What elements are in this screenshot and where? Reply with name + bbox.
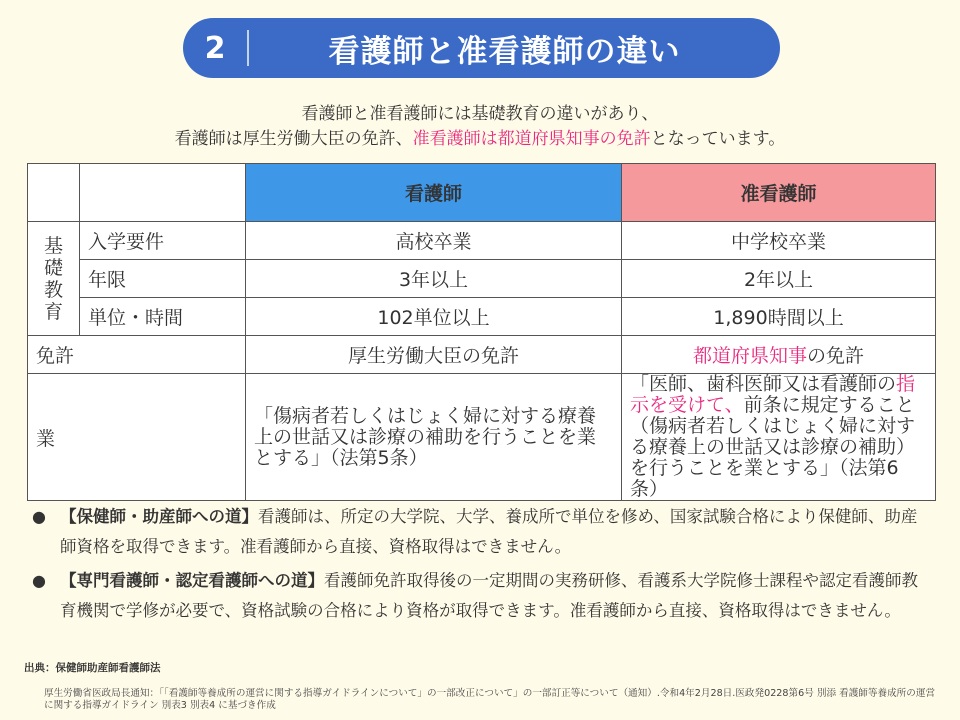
bullet-list <box>32 502 932 626</box>
work-nurse: 「傷病者若しくはじょく婦に対する療養上の世話又は診療の補助を行うことを業とする」（法第5条） <box>246 374 622 501</box>
page-title: 看護師と准看護師の違い <box>328 33 681 70</box>
nurse-value: 高校卒業 <box>246 222 622 260</box>
row-label: 年限 <box>80 260 246 298</box>
header-empty-cell <box>80 164 246 222</box>
table-row <box>28 260 936 298</box>
bullet-text: 看護師は、所定の大学院、大学、養成所で単位を修め、国家試験合格により保健師、助産師資格を取得できます。准看護師から直接、資格取得はできません。 <box>60 507 918 556</box>
intro-line-2-prefix: 看護師は厚生労働大臣の免許、 <box>174 129 413 149</box>
header-empty-cell <box>28 164 80 222</box>
source-note: 出典：保健師助産師看護師法 <box>24 662 161 674</box>
table-header-row <box>28 164 936 222</box>
license-nurse: 厚生労働大臣の免許 <box>246 336 622 374</box>
license-assistant-suffix: の免許 <box>807 345 865 367</box>
row-label: 入学要件 <box>80 222 246 260</box>
work-assistant-highlight: 指示を受けて、 <box>630 373 916 416</box>
education-char: 基 <box>43 234 63 257</box>
table-row <box>28 298 936 336</box>
license-row <box>28 336 936 374</box>
header-nurse: 看護師 <box>246 164 622 222</box>
list-item <box>32 502 932 562</box>
education-char: 礎 <box>43 256 63 279</box>
nurse-value: 3年以上 <box>246 260 622 298</box>
assistant-value: 2年以上 <box>622 260 936 298</box>
bullet-heading: 【専門看護師・認定看護師への道】 <box>60 571 324 590</box>
education-char: 育 <box>43 300 63 323</box>
intro-line-2-highlight: 准看護師は都道府県知事の免許 <box>412 129 651 149</box>
intro-line-1: 看護師と准看護師には基礎教育の違いがあり、 <box>301 104 659 124</box>
work-row <box>28 374 936 501</box>
assistant-value: 中学校卒業 <box>622 222 936 260</box>
table-row <box>28 222 936 260</box>
bullet-dot-icon: ● <box>32 507 46 526</box>
bullet-text: 看護師免許取得後の一定期間の実務研修、看護系大学院修士課程や認定看護師教育機関で学修が必要で、資格試験の合格により資格が取得できます。准看護師から直接、資格取得はできません。 <box>60 571 918 620</box>
intro-line-2 <box>0 124 960 149</box>
footnote: 厚生労働省医政局長通知：「「看護師等養成所の運営に関する指導ガイドラインについて」の一部改正について」の一部訂正等について（通知）.令和4年2月28日.医政発0228第6号 別添 看護師等養成所の運営に関する指導ガイドライン 別表3 別表4 に基づき作成 <box>44 688 936 711</box>
section-number: 2 <box>204 30 226 66</box>
license-label: 免許 <box>28 336 246 374</box>
work-assistant-suffix: 前条に規定すること（傷病者若しくはじょく婦に対する療養上の世話又は診療の補助）を行うことを業とする」（法第6条） <box>630 394 916 500</box>
work-label: 業 <box>28 374 246 501</box>
bullet-heading: 【保健師・助産師への道】 <box>60 507 258 526</box>
work-assistant <box>622 374 936 501</box>
title-divider <box>247 30 249 66</box>
assistant-value: 1,890時間以上 <box>622 298 936 336</box>
row-label: 単位・時間 <box>80 298 246 336</box>
nurse-value: 102単位以上 <box>246 298 622 336</box>
comparison-table <box>27 163 936 501</box>
intro-line-2-suffix: となっています。 <box>650 129 786 149</box>
work-assistant-prefix: 「医師、歯科医師又は看護師の <box>630 373 897 395</box>
license-assistant <box>622 336 936 374</box>
education-char: 教 <box>43 278 63 301</box>
list-item <box>32 566 932 626</box>
page-title-banner <box>183 18 780 78</box>
license-assistant-highlight: 都道府県知事 <box>692 345 807 367</box>
header-assistant-nurse: 准看護師 <box>622 164 936 222</box>
bullet-dot-icon: ● <box>32 571 46 590</box>
basic-education-label <box>28 222 80 336</box>
